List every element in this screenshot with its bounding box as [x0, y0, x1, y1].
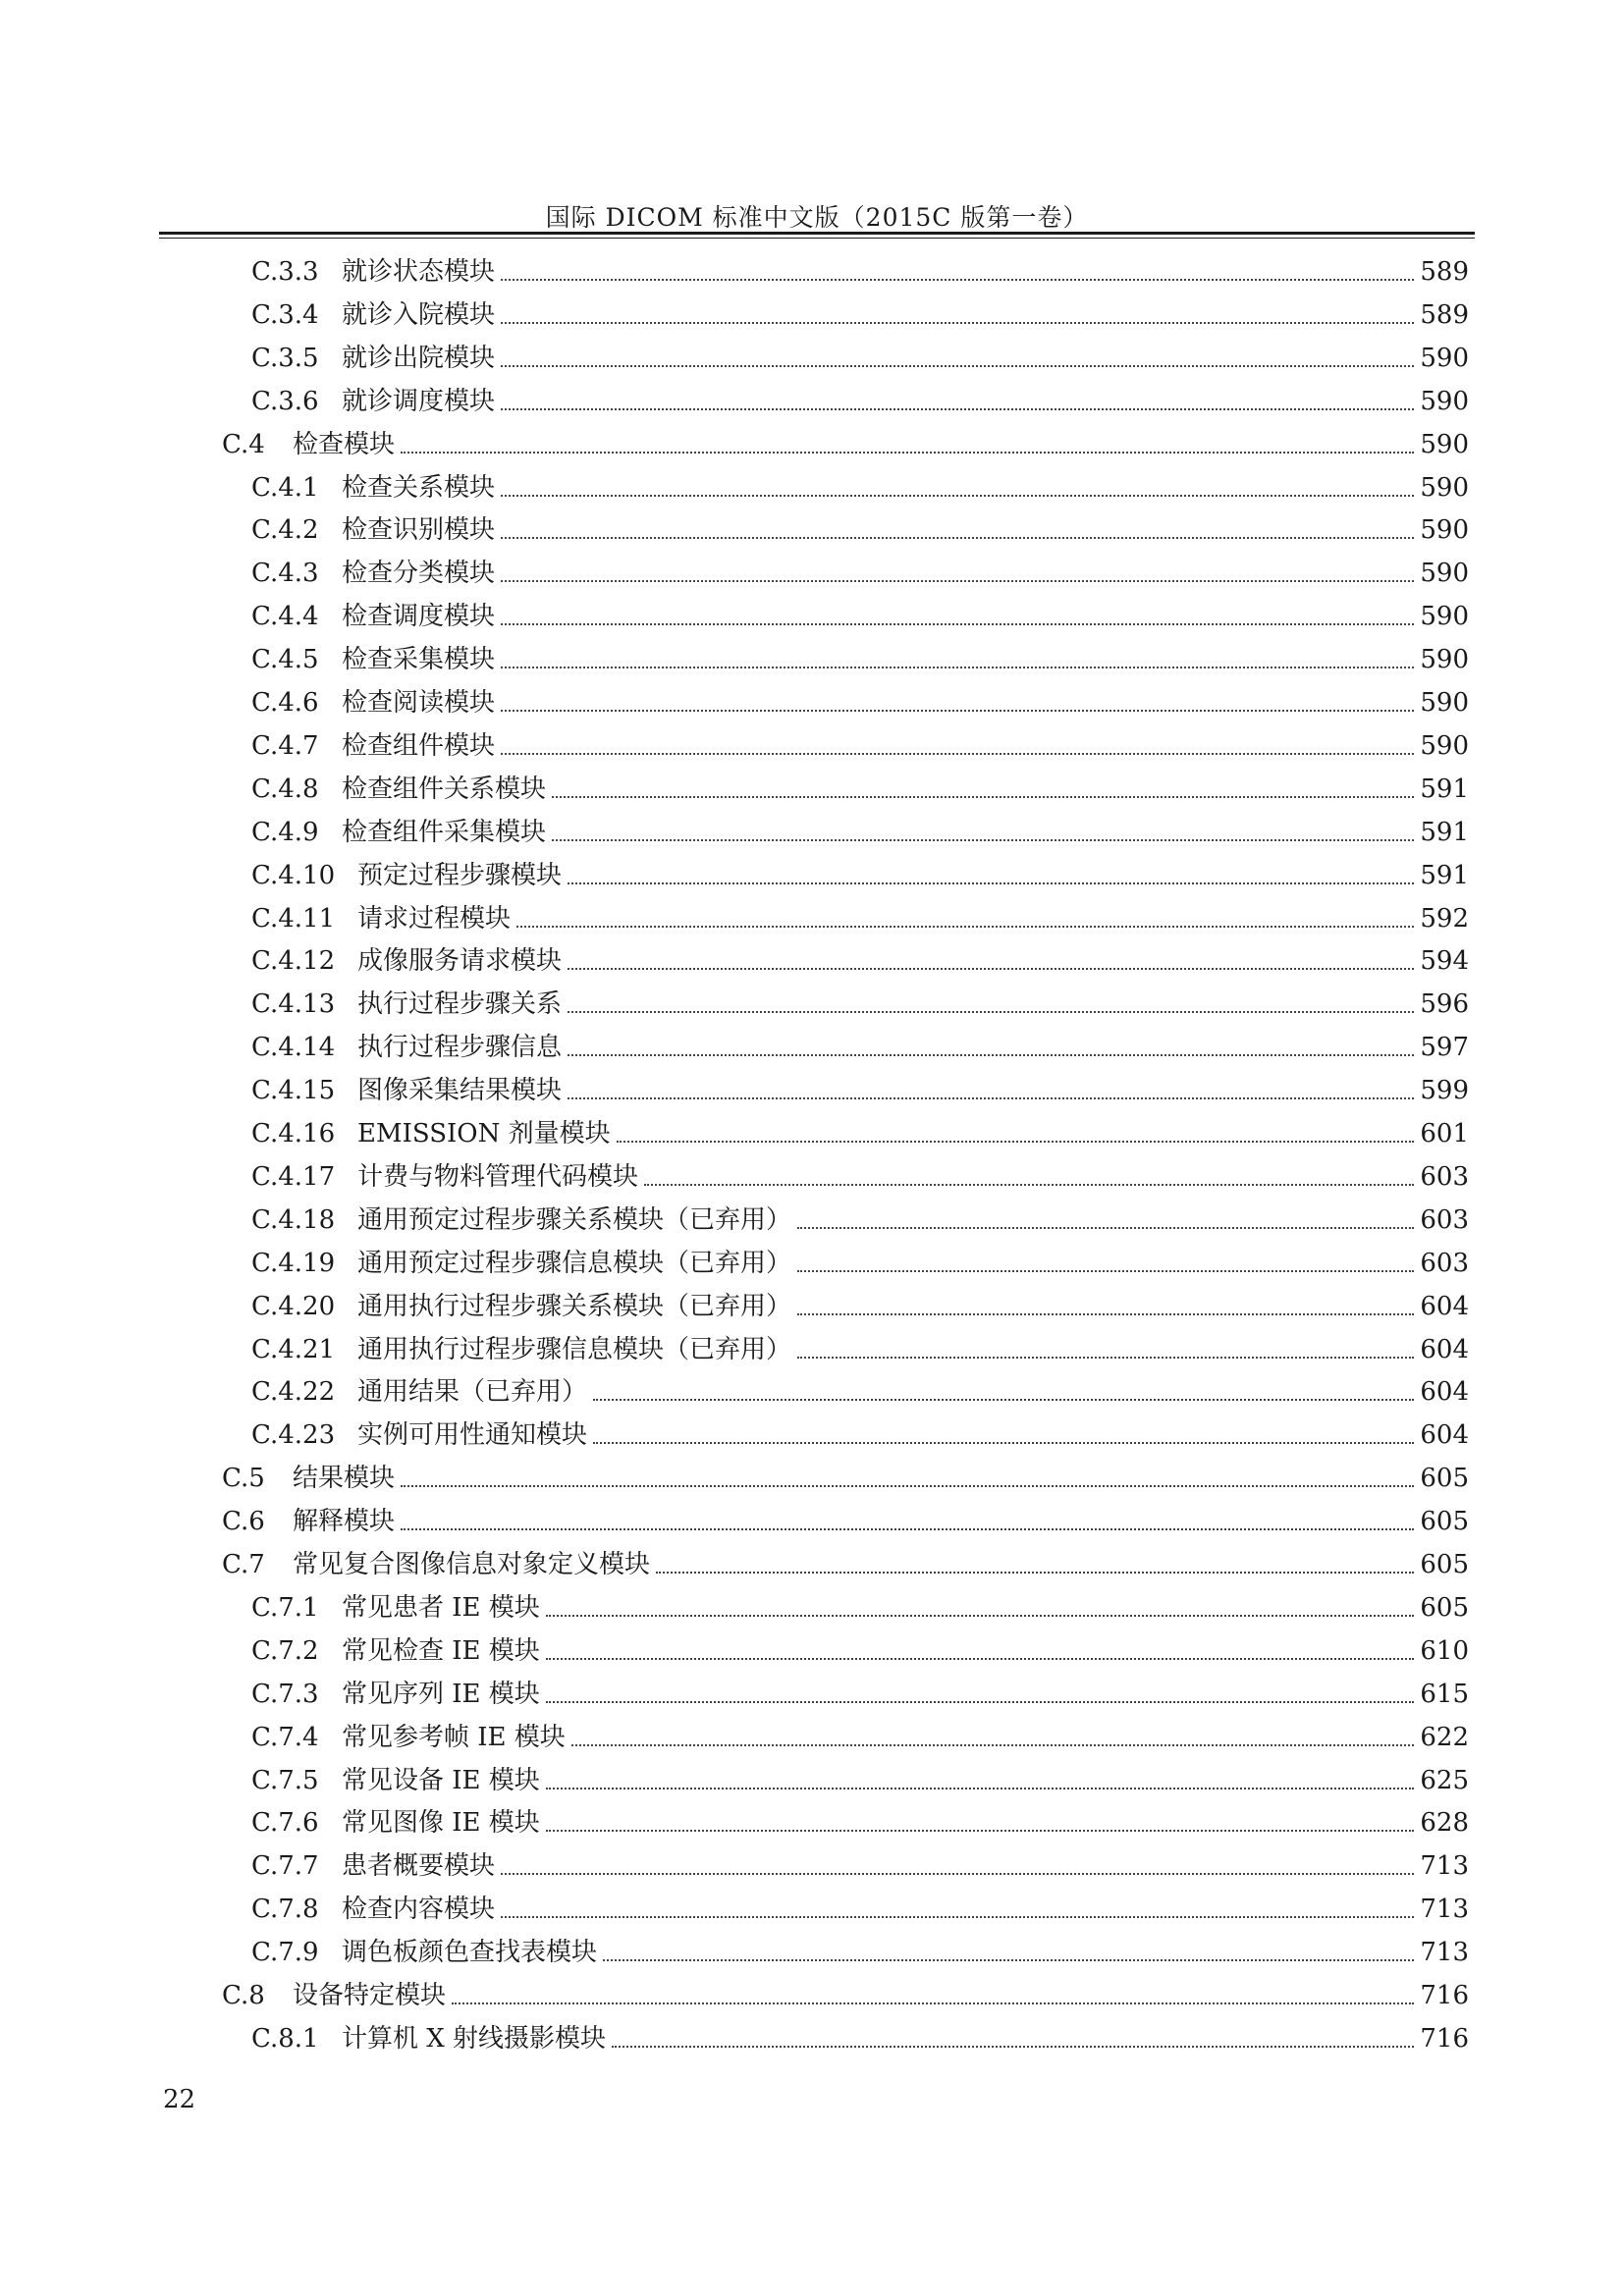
- toc-dot-leader: [568, 1011, 1414, 1013]
- toc-dot-leader: [552, 796, 1414, 798]
- toc-entry-title: 请求过程模块: [357, 903, 512, 934]
- toc-entry-number: C.3.6: [251, 386, 319, 416]
- toc-dot-leader: [568, 1097, 1414, 1099]
- toc-entry-number: C.3.4: [251, 299, 319, 330]
- toc-dot-leader: [452, 2002, 1414, 2004]
- toc-entry-title: 通用执行过程步骤信息模块（已弃用）: [357, 1334, 792, 1364]
- toc-entry-title: 检查采集模块: [342, 645, 496, 675]
- toc-entry-title: 常见复合图像信息对象定义模块: [293, 1550, 651, 1579]
- toc-dot-leader: [501, 1916, 1414, 1918]
- toc-dot-leader: [546, 1788, 1415, 1789]
- toc-entry-page: 590: [1420, 688, 1469, 718]
- toc-entry-title: 检查模块: [293, 429, 396, 459]
- toc-dot-leader: [401, 452, 1414, 454]
- toc-entry-title: 就诊出院模块: [342, 343, 496, 373]
- toc-entry-page: 605: [1420, 1464, 1469, 1494]
- toc-entry-number: C.4.14: [251, 1033, 336, 1063]
- toc-entry-number: C.4.22: [251, 1377, 336, 1408]
- toc-entry[interactable]: [251, 1718, 1469, 1757]
- toc-entry[interactable]: [251, 1631, 1469, 1671]
- toc-entry[interactable]: [251, 985, 1469, 1024]
- toc-entry-title: 计算机 X 射线摄影模块: [342, 2023, 607, 2054]
- toc-entry-title: 检查内容模块: [342, 1895, 496, 1925]
- toc-entry-number: C.7.7: [251, 1851, 319, 1882]
- toc-entry-page: 713: [1420, 1851, 1469, 1882]
- toc-entry-page: 589: [1420, 299, 1469, 330]
- toc-entry-page: 603: [1420, 1248, 1469, 1278]
- toc-entry-page: 596: [1420, 989, 1469, 1020]
- toc-entry-number: C.4.8: [251, 774, 319, 804]
- toc-dot-leader: [568, 968, 1414, 970]
- toc-entry[interactable]: [251, 1846, 1469, 1886]
- toc-entry[interactable]: [251, 813, 1469, 852]
- toc-entry-title: 就诊入院模块: [342, 299, 496, 330]
- toc-dot-leader: [501, 667, 1414, 668]
- toc-entry-title: 执行过程步骤信息: [357, 1033, 563, 1063]
- toc-entry[interactable]: [251, 510, 1469, 550]
- toc-entry[interactable]: [251, 1201, 1469, 1240]
- toc-entry-number: C.8: [222, 1981, 265, 2010]
- toc-entry-title: 常见检查 IE 模块: [342, 1635, 540, 1666]
- toc-entry-number: C.4.1: [251, 472, 319, 503]
- toc-entry-page: 590: [1420, 645, 1469, 675]
- toc-entry-title: 检查组件关系模块: [342, 774, 547, 804]
- toc-entry-title: 实例可用性通知模块: [357, 1420, 588, 1451]
- toc-entry-title: 设备特定模块: [293, 1981, 447, 2010]
- toc-dot-leader: [501, 753, 1414, 755]
- toc-entry[interactable]: [251, 1803, 1469, 1842]
- header-rule-thick: [159, 232, 1475, 235]
- toc-entry[interactable]: [251, 1415, 1469, 1455]
- toc-dot-leader: [501, 322, 1414, 324]
- toc-entry-page: 713: [1420, 1895, 1469, 1925]
- toc-entry-title: 常见序列 IE 模块: [342, 1679, 540, 1709]
- toc-entry[interactable]: [222, 1545, 1469, 1584]
- toc-entry-page: 590: [1420, 472, 1469, 503]
- toc-dot-leader: [797, 1313, 1414, 1315]
- toc-entry-number: C.4.11: [251, 903, 336, 934]
- toc-dot-leader: [501, 495, 1414, 497]
- toc-entry-number: C.4.15: [251, 1076, 336, 1106]
- toc-entry-title: 常见参考帧 IE 模块: [342, 1722, 566, 1752]
- toc-entry-page: 590: [1420, 515, 1469, 546]
- toc-dot-leader: [593, 1399, 1414, 1401]
- toc-entry-number: C.4.19: [251, 1248, 336, 1278]
- toc-entry-title: 常见患者 IE 模块: [342, 1592, 540, 1623]
- toc-entry-number: C.7.9: [251, 1938, 319, 1968]
- toc-entry[interactable]: [251, 640, 1469, 679]
- toc-entry-page: 628: [1420, 1808, 1469, 1839]
- toc-entry-page: 604: [1420, 1291, 1469, 1321]
- toc-dot-leader: [546, 1701, 1415, 1703]
- toc-entry[interactable]: [251, 941, 1469, 981]
- toc-entry-page: 590: [1420, 386, 1469, 416]
- toc-dot-leader: [797, 1270, 1414, 1272]
- toc-dot-leader: [656, 1572, 1414, 1574]
- toc-entry[interactable]: [251, 899, 1469, 938]
- toc-entry[interactable]: [251, 726, 1469, 766]
- toc-entry[interactable]: [251, 770, 1469, 809]
- toc-dot-leader: [501, 408, 1414, 410]
- toc-entry-number: C.4.3: [251, 559, 319, 589]
- toc-entry-title: 检查识别模块: [342, 515, 496, 546]
- toc-entry[interactable]: [251, 295, 1469, 335]
- toc-dot-leader: [501, 710, 1414, 712]
- toc-entry-number: C.4.6: [251, 688, 319, 718]
- toc-entry-number: C.4.13: [251, 989, 336, 1020]
- toc-entry-number: C.8.1: [251, 2023, 319, 2054]
- toc-entry-number: C.7.5: [251, 1765, 319, 1795]
- toc-dot-leader: [603, 1959, 1414, 1961]
- toc-entry-number: C.4.16: [251, 1119, 336, 1148]
- toc-dot-leader: [617, 1141, 1415, 1143]
- toc-entry-page: 591: [1420, 860, 1469, 890]
- toc-dot-leader: [546, 1830, 1415, 1832]
- toc-entry-number: C.7.8: [251, 1895, 319, 1925]
- toc-dot-leader: [552, 839, 1414, 841]
- toc-dot-leader: [501, 623, 1414, 625]
- toc-entry-title: 结果模块: [293, 1464, 396, 1494]
- toc-entry-number: C.7.2: [251, 1635, 319, 1666]
- toc-entry-page: 625: [1420, 1765, 1469, 1795]
- toc-entry[interactable]: [222, 425, 1469, 464]
- toc-dot-leader: [501, 365, 1414, 367]
- toc-entry-number: C.4.18: [251, 1204, 336, 1235]
- toc-dot-leader: [546, 1658, 1415, 1660]
- header-title: 国际 DICOM 标准中文版（2015C 版第一卷）: [545, 203, 1089, 232]
- toc-dot-leader: [501, 580, 1414, 582]
- toc-dot-leader: [568, 882, 1414, 884]
- toc-dot-leader: [401, 1528, 1414, 1530]
- toc-dot-leader: [797, 1357, 1414, 1359]
- toc-entry-page: 604: [1420, 1334, 1469, 1364]
- toc-entry-title: 检查组件采集模块: [342, 817, 547, 847]
- toc-entry[interactable]: [251, 1372, 1469, 1412]
- toc-entry[interactable]: [222, 1976, 1469, 2015]
- toc-entry-number: C.4.7: [251, 730, 319, 761]
- toc-dot-leader: [401, 1485, 1414, 1487]
- toc-entry[interactable]: [222, 1459, 1469, 1498]
- toc-entry-title: 成像服务请求模块: [357, 946, 563, 977]
- toc-entry-title: 图像采集结果模块: [357, 1076, 563, 1106]
- toc-entry-page: 589: [1420, 257, 1469, 287]
- toc-dot-leader: [644, 1184, 1414, 1186]
- toc-entry-page: 604: [1420, 1420, 1469, 1451]
- toc-entry-title: 常见图像 IE 模块: [342, 1808, 540, 1839]
- toc-entry-title: 通用预定过程步骤关系模块（已弃用）: [357, 1204, 792, 1235]
- toc-entry[interactable]: [251, 468, 1469, 507]
- toc-entry[interactable]: [251, 2019, 1469, 2058]
- toc-entry[interactable]: [251, 1157, 1469, 1197]
- toc-entry-number: C.4.20: [251, 1291, 336, 1321]
- toc-entry[interactable]: [251, 1330, 1469, 1369]
- toc-entry-page: 603: [1420, 1204, 1469, 1235]
- toc-entry-title: 解释模块: [293, 1507, 396, 1537]
- toc-entry-page: 594: [1420, 946, 1469, 977]
- toc-entry-page: 590: [1420, 343, 1469, 373]
- toc-entry-number: C.7.4: [251, 1722, 319, 1752]
- toc-entry-title: 调色板颜色查找表模块: [342, 1938, 598, 1968]
- header-rule-thin: [159, 238, 1475, 239]
- toc-entry-page: 601: [1420, 1119, 1469, 1148]
- toc-entry-title: 通用执行过程步骤关系模块（已弃用）: [357, 1291, 792, 1321]
- toc-entry-number: C.4.5: [251, 645, 319, 675]
- toc-entry-title: 检查组件模块: [342, 730, 496, 761]
- toc-entry-page: 605: [1420, 1507, 1469, 1537]
- toc-entry-number: C.4: [222, 429, 265, 459]
- running-header: [159, 192, 1475, 232]
- toc-entry[interactable]: [251, 1028, 1469, 1067]
- toc-entry-number: C.7.6: [251, 1808, 319, 1839]
- toc-entry-page: 592: [1420, 903, 1469, 934]
- toc-entry-page: 590: [1420, 429, 1469, 459]
- toc-entry-number: C.7.3: [251, 1679, 319, 1709]
- toc-entry-title: 检查关系模块: [342, 472, 496, 503]
- toc-entry[interactable]: [251, 1890, 1469, 1929]
- toc-entry-page: 610: [1420, 1635, 1469, 1666]
- toc-entry-title: 就诊调度模块: [342, 386, 496, 416]
- toc-entry-number: C.4.9: [251, 817, 319, 847]
- toc-entry-page: 713: [1420, 1938, 1469, 1968]
- toc-entry-number: C.4.21: [251, 1334, 336, 1364]
- toc-entry-page: 615: [1420, 1679, 1469, 1709]
- toc-entry-title: EMISSION 剂量模块: [357, 1119, 611, 1148]
- toc-entry[interactable]: [251, 1675, 1469, 1714]
- toc-dot-leader: [516, 926, 1414, 928]
- toc-entry-number: C.4.2: [251, 515, 319, 546]
- toc-entry[interactable]: [251, 252, 1469, 292]
- toc-entry-page: 591: [1420, 817, 1469, 847]
- toc-entry-number: C.3.5: [251, 343, 319, 373]
- toc-entry-title: 通用预定过程步骤信息模块（已弃用）: [357, 1248, 792, 1278]
- toc-entry-page: 604: [1420, 1377, 1469, 1408]
- toc-entry-page: 603: [1420, 1161, 1469, 1192]
- toc-entry[interactable]: [251, 1933, 1469, 1972]
- toc-entry[interactable]: [251, 382, 1469, 421]
- toc-entry-page: 605: [1420, 1592, 1469, 1623]
- toc-entry[interactable]: [251, 856, 1469, 895]
- toc-dot-leader: [501, 1873, 1414, 1875]
- toc-entry-title: 计费与物料管理代码模块: [357, 1161, 639, 1192]
- toc-entry-title: 预定过程步骤模块: [357, 860, 563, 890]
- toc-dot-leader: [571, 1744, 1415, 1746]
- toc-entry-number: C.7.1: [251, 1592, 319, 1623]
- toc-entry-number: C.5: [222, 1464, 265, 1494]
- toc-entry-page: 591: [1420, 774, 1469, 804]
- toc-entry-title: 就诊状态模块: [342, 257, 496, 287]
- toc-dot-leader: [797, 1227, 1414, 1229]
- toc-entry-title: 患者概要模块: [342, 1851, 496, 1882]
- toc-entry[interactable]: [251, 597, 1469, 636]
- toc-entry[interactable]: [251, 1114, 1469, 1153]
- toc-entry[interactable]: [251, 1244, 1469, 1283]
- toc-entry-page: 605: [1420, 1550, 1469, 1579]
- toc-entry-number: C.4.4: [251, 602, 319, 632]
- toc-entry-page: 597: [1420, 1033, 1469, 1063]
- toc-entry[interactable]: [222, 1502, 1469, 1541]
- toc-entry-number: C.4.10: [251, 860, 336, 890]
- toc-entry-title: 检查阅读模块: [342, 688, 496, 718]
- toc-entry-title: 通用结果（已弃用）: [357, 1377, 588, 1408]
- toc-entry-number: C.4.12: [251, 946, 336, 977]
- toc-entry-title: 检查调度模块: [342, 602, 496, 632]
- toc-entry[interactable]: [251, 683, 1469, 722]
- toc-dot-leader: [501, 537, 1414, 539]
- toc-entry[interactable]: [251, 1761, 1469, 1800]
- toc-entry[interactable]: [251, 339, 1469, 378]
- toc-dot-leader: [568, 1054, 1414, 1056]
- toc-entry-title: 执行过程步骤关系: [357, 989, 563, 1020]
- toc-entry-page: 590: [1420, 602, 1469, 632]
- page-number: 22: [163, 2085, 196, 2114]
- toc-entry-number: C.4.23: [251, 1420, 336, 1451]
- toc-entry-title: 常见设备 IE 模块: [342, 1765, 540, 1795]
- toc-entry[interactable]: [251, 1588, 1469, 1628]
- toc-entry-number: C.7: [222, 1550, 265, 1579]
- toc-entry-page: 716: [1420, 2023, 1469, 2054]
- toc-dot-leader: [612, 2046, 1414, 2048]
- toc-dot-leader: [593, 1442, 1414, 1444]
- toc-entry[interactable]: [251, 1287, 1469, 1326]
- toc-entry-page: 590: [1420, 559, 1469, 589]
- toc-entry-number: C.3.3: [251, 257, 319, 287]
- toc-entry[interactable]: [251, 554, 1469, 593]
- toc-entry-title: 检查分类模块: [342, 559, 496, 589]
- toc-entry-number: C.4.17: [251, 1161, 336, 1192]
- toc-entry-page: 716: [1420, 1981, 1469, 2010]
- toc-entry[interactable]: [251, 1071, 1469, 1110]
- toc-dot-leader: [501, 279, 1414, 281]
- toc-dot-leader: [546, 1615, 1415, 1617]
- toc-entry-page: 622: [1420, 1722, 1469, 1752]
- toc-entry-number: C.6: [222, 1507, 265, 1537]
- toc-entry-page: 599: [1420, 1076, 1469, 1106]
- toc-entry-page: 590: [1420, 730, 1469, 761]
